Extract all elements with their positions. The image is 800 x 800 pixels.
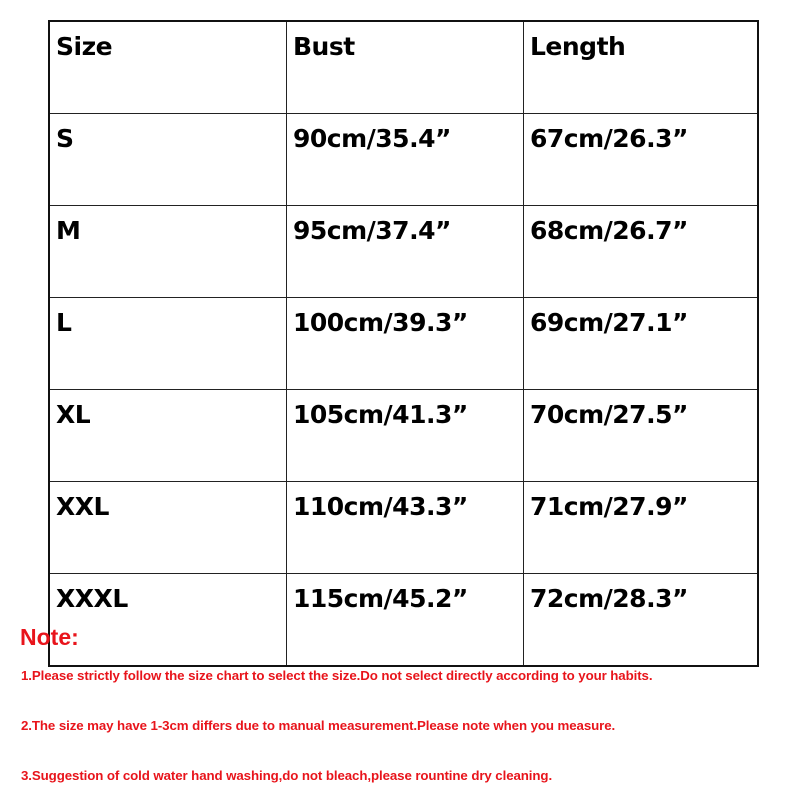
cell-size: XL (49, 390, 287, 482)
cell-bust: 110cm/43.3” (287, 482, 524, 574)
header-length: Length (524, 21, 759, 114)
size-chart-table (48, 20, 759, 667)
cell-size: L (49, 298, 287, 390)
cell-size: S (49, 114, 287, 206)
table-row (49, 390, 758, 482)
cell-bust: 95cm/37.4” (287, 206, 524, 298)
header-size: Size (49, 21, 287, 114)
cell-length: 68cm/26.7” (524, 206, 759, 298)
table-row (49, 206, 758, 298)
table-row (49, 114, 758, 206)
table-row (49, 482, 758, 574)
table-header-row (49, 21, 758, 114)
cell-size: XXXL (49, 574, 287, 667)
cell-size: M (49, 206, 287, 298)
cell-bust: 115cm/45.2” (287, 574, 524, 667)
cell-length: 72cm/28.3” (524, 574, 759, 667)
cell-size: XXL (49, 482, 287, 574)
note-line-2: 2.The size may have 1-3cm differs due to manual measurement.Please note when you measure. (21, 718, 616, 733)
note-title: Note: (20, 624, 79, 650)
note-line-3: 3.Suggestion of cold water hand washing,do not bleach,please rountine dry cleaning. (21, 768, 553, 783)
table-row (49, 574, 758, 667)
cell-bust: 90cm/35.4” (287, 114, 524, 206)
cell-length: 70cm/27.5” (524, 390, 759, 482)
header-bust: Bust (287, 21, 524, 114)
cell-bust: 100cm/39.3” (287, 298, 524, 390)
cell-length: 71cm/27.9” (524, 482, 759, 574)
cell-bust: 105cm/41.3” (287, 390, 524, 482)
note-line-1: 1.Please strictly follow the size chart to select the size.Do not select directly according to your habits. (21, 668, 653, 683)
table-row (49, 298, 758, 390)
cell-length: 67cm/26.3” (524, 114, 759, 206)
cell-length: 69cm/27.1” (524, 298, 759, 390)
